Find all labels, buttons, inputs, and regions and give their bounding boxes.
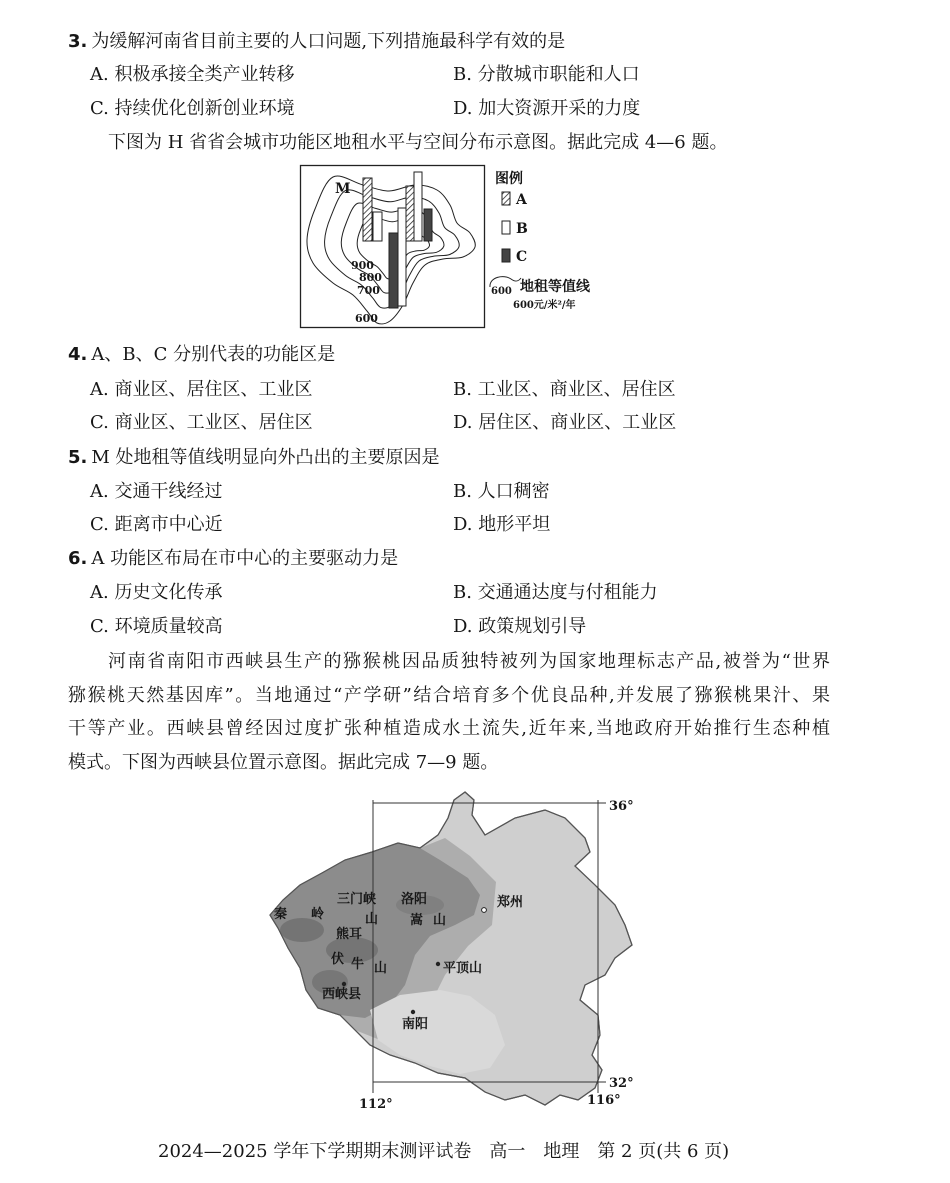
lon-label-116: 116° <box>587 1093 621 1108</box>
legend-swatch-b <box>502 221 510 234</box>
bar-b-south <box>398 208 406 306</box>
label-qinling-2: 岭 <box>311 907 325 922</box>
bar-c-east <box>424 209 432 241</box>
legend-swatch-a <box>502 192 510 205</box>
label-xixia: 西峡县 <box>322 987 362 1002</box>
label-qinling-1: 秦 <box>274 907 288 922</box>
label-xiao-shan: 山 <box>365 912 379 927</box>
q3-option-a: A. 积极承接全类产业转移 <box>90 64 295 85</box>
label-funiu-3: 山 <box>374 961 388 976</box>
label-luoyang: 洛阳 <box>401 892 428 907</box>
q6-option-a: A. 历史文化传承 <box>90 582 223 603</box>
bar-c-south <box>389 233 398 308</box>
land-rent-diagram <box>290 160 610 335</box>
xixia-dot <box>342 982 346 986</box>
question-text: A、B、C 分别代表的功能区是 <box>91 344 336 365</box>
question-6-stem <box>68 548 398 570</box>
label-funiu-2: 牛 <box>351 957 365 972</box>
pingdingshan-dot <box>436 962 440 966</box>
bar-b-center <box>373 212 382 241</box>
legend-label-a: A <box>516 192 527 208</box>
legend-label-c: C <box>516 249 528 265</box>
question-4-stem <box>68 344 335 366</box>
nanyang-dot <box>411 1010 415 1014</box>
label-xionger: 熊耳 <box>336 927 363 942</box>
q5-option-d: D. 地形平坦 <box>453 514 551 535</box>
question-text: M 处地租等值线明显向外凸出的主要原因是 <box>91 447 440 468</box>
question-number: 5. <box>68 447 88 468</box>
q3-option-b: B. 分散城市职能和人口 <box>453 64 640 85</box>
xixia-location-map <box>260 785 640 1120</box>
lon-label-112: 112° <box>359 1097 393 1112</box>
legend-contour-label: 地租等值线 <box>520 279 590 295</box>
question-5-stem <box>68 447 440 469</box>
question-3-stem <box>68 31 565 53</box>
label-funiu-1: 伏 <box>331 952 345 967</box>
bar-b-east <box>414 172 422 241</box>
legend-contour-value: 600 <box>491 286 512 297</box>
passage-line-1: 河南省南阳市西峡县生产的猕猴桃因品质独特被列为国家地理标志产品,被誉为“世界 <box>108 651 830 672</box>
legend-title: 图例 <box>495 171 523 187</box>
question-number: 3. <box>68 31 88 52</box>
page-footer: 2024—2025 学年下学期期末测评试卷 高一 地理 第 2 页(共 6 页) <box>158 1141 730 1162</box>
q6-option-d: D. 政策规划引导 <box>453 616 587 637</box>
question-text: 为缓解河南省目前主要的人口问题,下列措施最科学有效的是 <box>91 31 566 52</box>
label-sanmenxia: 三门峡 <box>337 892 377 907</box>
contour-label-700: 700 <box>357 284 380 297</box>
lat-label-36: 36° <box>609 799 634 814</box>
q5-option-a: A. 交通干线经过 <box>90 481 223 502</box>
contour-label-600: 600 <box>355 312 378 325</box>
label-pingdingshan: 平顶山 <box>443 961 483 976</box>
q5-option-b: B. 人口稠密 <box>453 481 550 502</box>
q6-option-b: B. 交通通达度与付租能力 <box>453 582 658 603</box>
contour-label-900: 900 <box>351 259 374 272</box>
label-nanyang: 南阳 <box>402 1017 429 1032</box>
legend-unit: 600元/米²/年 <box>513 300 576 311</box>
q4-option-b: B. 工业区、商业区、居住区 <box>453 379 676 400</box>
passage-line-2: 猕猴桃天然基因库”。当地通过“产学研”结合培育多个优良品种,并发展了猕猴桃果汁、果 <box>68 685 830 706</box>
q4-option-d: D. 居住区、商业区、工业区 <box>453 412 677 433</box>
legend-label-b: B <box>516 221 528 237</box>
m-label: M <box>335 181 351 197</box>
bar-a-east <box>406 186 414 241</box>
q5-option-c: C. 距离市中心近 <box>90 514 223 535</box>
label-songshan-2: 山 <box>433 913 447 928</box>
lat-label-32: 32° <box>609 1076 634 1091</box>
bar-a-center <box>363 178 372 241</box>
passage-line-4: 模式。下图为西峡县位置示意图。据此完成 7—9 题。 <box>68 752 499 773</box>
passage-line-3: 干等产业。西峡县曾经因过度扩张种植造成水土流失,近年来,当地政府开始推行生态种植 <box>68 718 830 739</box>
intro-questions-4-6: 下图为 H 省省会城市功能区地租水平与空间分布示意图。据此完成 4—6 题。 <box>108 132 728 153</box>
question-number: 4. <box>68 344 88 365</box>
legend-swatch-c <box>502 249 510 262</box>
q4-option-c: C. 商业区、工业区、居住区 <box>90 412 313 433</box>
question-text: A 功能区布局在市中心的主要驱动力是 <box>91 548 399 569</box>
q6-option-c: C. 环境质量较高 <box>90 616 223 637</box>
q3-option-d: D. 加大资源开采的力度 <box>453 98 641 119</box>
q3-option-c: C. 持续优化创新创业环境 <box>90 98 295 119</box>
q4-option-a: A. 商业区、居住区、工业区 <box>90 379 313 400</box>
contour-label-800: 800 <box>359 271 382 284</box>
zhengzhou-dot <box>482 908 487 913</box>
label-zhengzhou: 郑州 <box>497 895 524 910</box>
label-songshan-1: 嵩 <box>410 913 424 928</box>
question-number: 6. <box>68 548 88 569</box>
